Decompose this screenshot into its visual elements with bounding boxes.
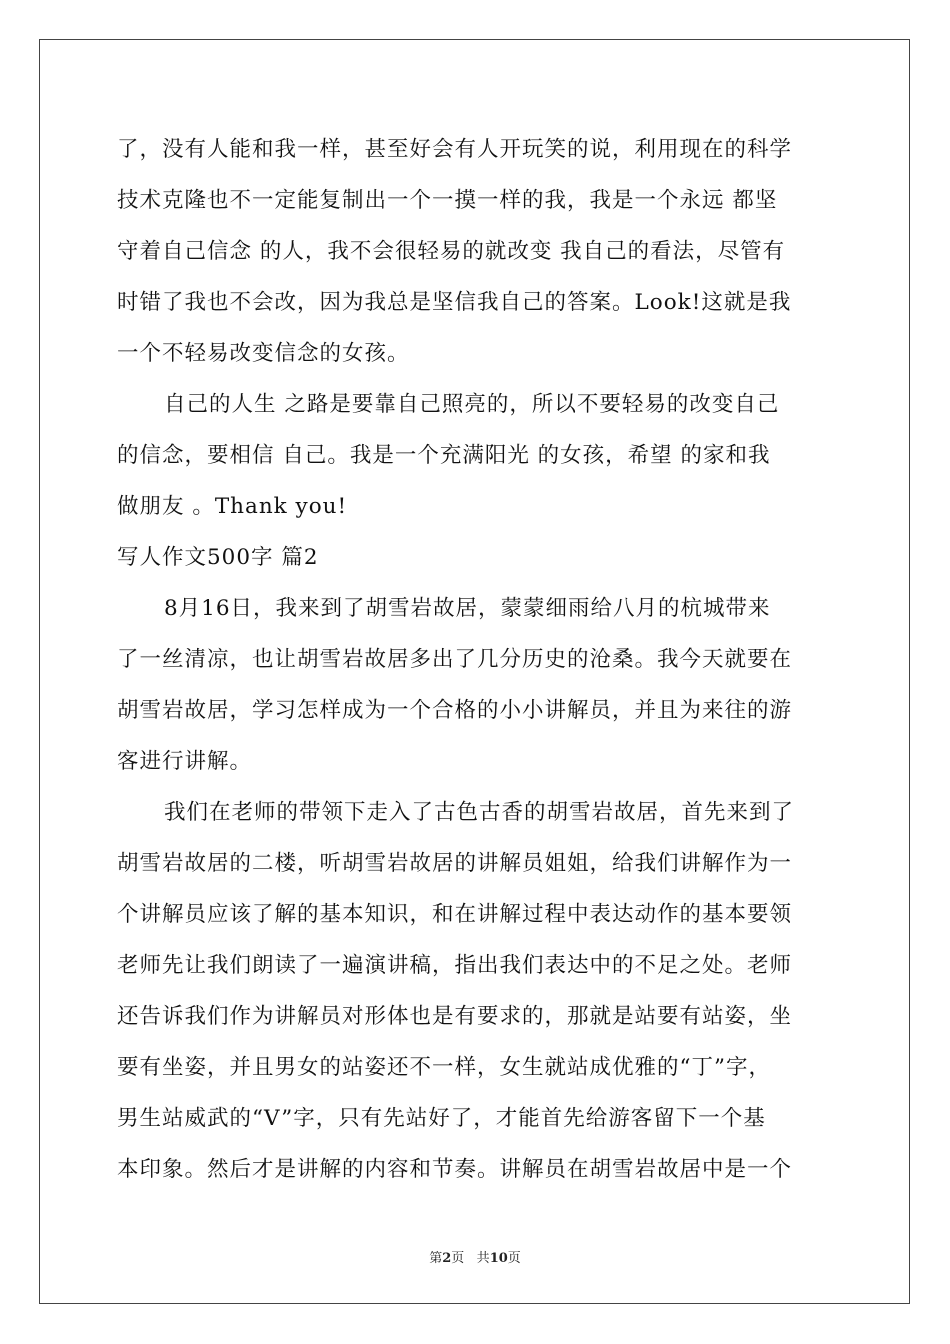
text-line: 时错了我也不会改，因为我总是坚信我自己的答案。Look!这就是我 [117, 290, 792, 315]
text-line: 我们在老师的带领下走入了古色古香的胡雪岩故居，首先来到了 [164, 800, 795, 825]
text-line: 胡雪岩故居的二楼，听胡雪岩故居的讲解员姐姐，给我们讲解作为一 [117, 851, 793, 876]
text-line: 老师先让我们朗读了一遍演讲稿，指出我们表达中的不足之处。老师 [117, 953, 793, 978]
text-line: 本印象。然后才是讲解的内容和节奏。讲解员在胡雪岩故居中是一个 [117, 1157, 793, 1182]
text-line: 个讲解员应该了解的基本知识，和在讲解过程中表达动作的基本要领 [117, 902, 793, 927]
page-footer [0, 1247, 950, 1266]
text-line: 技术克隆也不一定能复制出一个一摸一样的我，我是一个永远 都坚 [117, 188, 778, 213]
text-line: 8月16日，我来到了胡雪岩故居，蒙蒙细雨给八月的杭城带来 [164, 596, 771, 621]
document-body [117, 124, 837, 1195]
footer-current-page: 2 [442, 1251, 452, 1266]
footer-prefix: 第 [429, 1251, 443, 1266]
paragraph-group-after-heading [117, 583, 837, 1195]
paragraph [117, 124, 837, 379]
footer-page-word: 页 [451, 1251, 465, 1266]
text-line: 客进行讲解。 [117, 749, 253, 774]
text-line: 的信念，要相信 自己。我是一个充满阳光 的女孩，希望 的家和我 [117, 443, 771, 468]
paragraph [117, 787, 837, 1195]
paragraph [117, 583, 837, 787]
paragraph [117, 379, 837, 532]
text-line: 自己的人生 之路是要靠自己照亮的，所以不要轻易的改变自己 [164, 392, 780, 417]
section-heading: 写人作文500字 篇2 [117, 545, 319, 570]
text-line: 胡雪岩故居，学习怎样成为一个合格的小小讲解员，并且为来往的游 [117, 698, 793, 723]
footer-total-prefix: 共 [476, 1251, 490, 1266]
text-line: 要有坐姿，并且男女的站姿还不一样，女生就站成优雅的“丁”字， [117, 1055, 771, 1080]
text-line: 还告诉我们作为讲解员对形体也是有要求的，那就是站要有站姿，坐 [117, 1004, 793, 1029]
text-line: 一个不轻易改变信念的女孩。 [117, 341, 410, 366]
text-line: 了，没有人能和我一样，甚至好会有人开玩笑的说，利用现在的科学 [117, 137, 793, 162]
footer-total-suffix: 页 [507, 1251, 521, 1266]
text-line: 做朋友 。Thank you! [117, 494, 348, 519]
paragraph-group-before-heading [117, 124, 837, 532]
footer-total-pages: 10 [489, 1251, 508, 1266]
text-line: 男生站威武的“V”字，只有先站好了，才能首先给游客留下一个基 [117, 1106, 766, 1131]
text-line: 守着自己信念 的人，我不会很轻易的就改变 我自己的看法，尽管有 [117, 239, 786, 264]
text-line: 了一丝清凉，也让胡雪岩故居多出了几分历史的沧桑。我今天就要在 [117, 647, 793, 672]
